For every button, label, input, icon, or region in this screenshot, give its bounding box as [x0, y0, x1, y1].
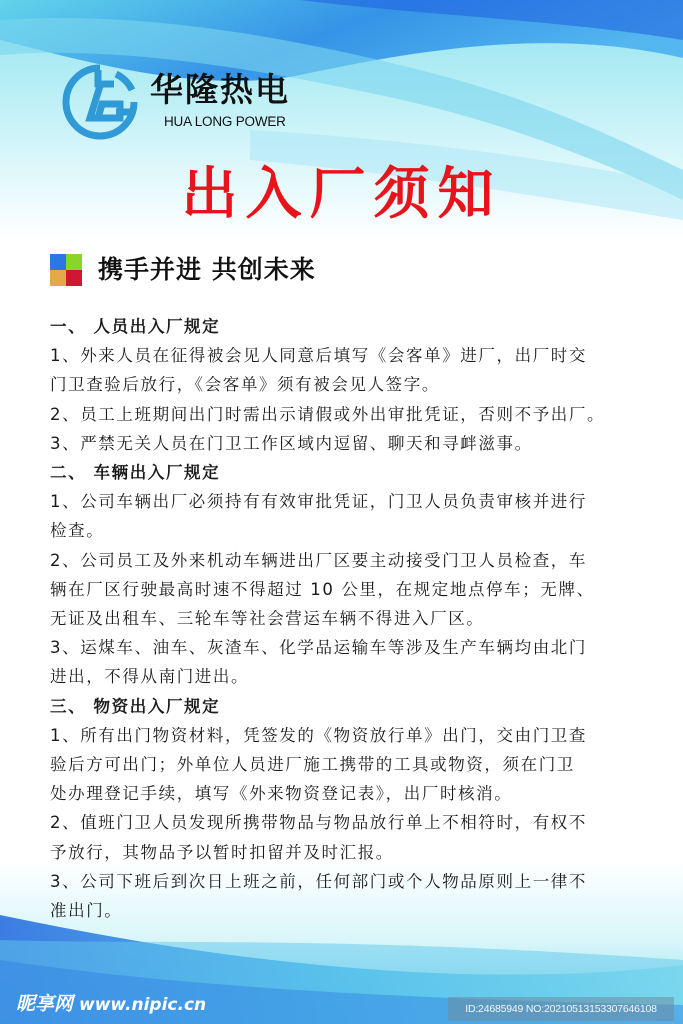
watermark-cn: 昵享网: [16, 993, 74, 1015]
section-heading: 一、 人员出入厂规定: [50, 317, 221, 336]
rule-line: 处办理登记手续，填写《外来物资登记表》，出厂时核消。: [50, 784, 513, 804]
rule-line: 1、所有出门物资材料，凭签发的《物资放行单》出门，交由门卫查: [50, 725, 587, 745]
image-id-badge: ID:24685949 NO:20210513153307646108: [448, 997, 674, 1021]
watermark-url: www.nipic.cn: [79, 995, 207, 1015]
hualong-logo-icon: [60, 62, 140, 142]
section-heading: 二、 车辆出入厂规定: [50, 463, 221, 483]
rule-line: 2、值班门卫人员发现所携带物品与物品放行单上不相符时，有权不: [50, 813, 587, 833]
rule-line: 门卫查验后放行，《会客单》须有被会见人签字。: [50, 375, 440, 395]
slogan: 携手并进 共创未来: [98, 255, 316, 284]
four-color-squares-icon: [50, 254, 82, 286]
rule-line: 2、员工上班期间出门时需出示请假或外出审批凭证，否则不予出厂。: [50, 404, 606, 424]
rule-line: 3、运煤车、油车、灰渣车、化学品运输车等涉及生产车辆均由北门: [50, 638, 587, 658]
section-heading: 三、 物资出入厂规定: [50, 696, 221, 716]
rule-line: 检查。: [50, 521, 105, 541]
rule-line: 1、外来人员在征得被会见人同意后填写《会客单》进厂，出厂时交: [50, 346, 587, 366]
rule-line: 准出门。: [50, 901, 123, 921]
page-title: 出入厂须知: [181, 161, 502, 227]
rule-line: 辆在厂区行驶最高时速不得超过 10 公里，在规定地点停车；无牌、: [50, 579, 595, 599]
rule-line: 2、公司员工及外来机动车辆进出厂区要主动接受门卫人员检查，车: [50, 550, 587, 570]
rule-line: 予放行，其物品予以暂时扣留并及时汇报。: [50, 842, 394, 862]
rule-line: 3、公司下班后到次日上班之前，任何部门或个人物品原则上一律不: [50, 871, 587, 891]
watermark-logo: [16, 990, 206, 1019]
brand-name-en: HUA LONG POWER: [164, 114, 286, 129]
rule-line: 1、公司车辆出厂必须持有有效审批凭证，门卫人员负责审核并进行: [50, 492, 587, 512]
rule-line: 无证及出租车、三轮车等社会营运车辆不得进入厂区。: [50, 609, 485, 629]
rule-line: 进出，不得从南门进出。: [50, 667, 250, 687]
rule-line: 3、严禁无关人员在门卫工作区域内逗留、聊天和寻衅滋事。: [50, 433, 533, 453]
rule-line: 验后方可出门；外单位人员进厂施工携带的工具或物资，须在门卫: [50, 755, 575, 775]
rules-content: [50, 312, 650, 925]
brand-name-cn: 华隆热电: [150, 70, 290, 109]
